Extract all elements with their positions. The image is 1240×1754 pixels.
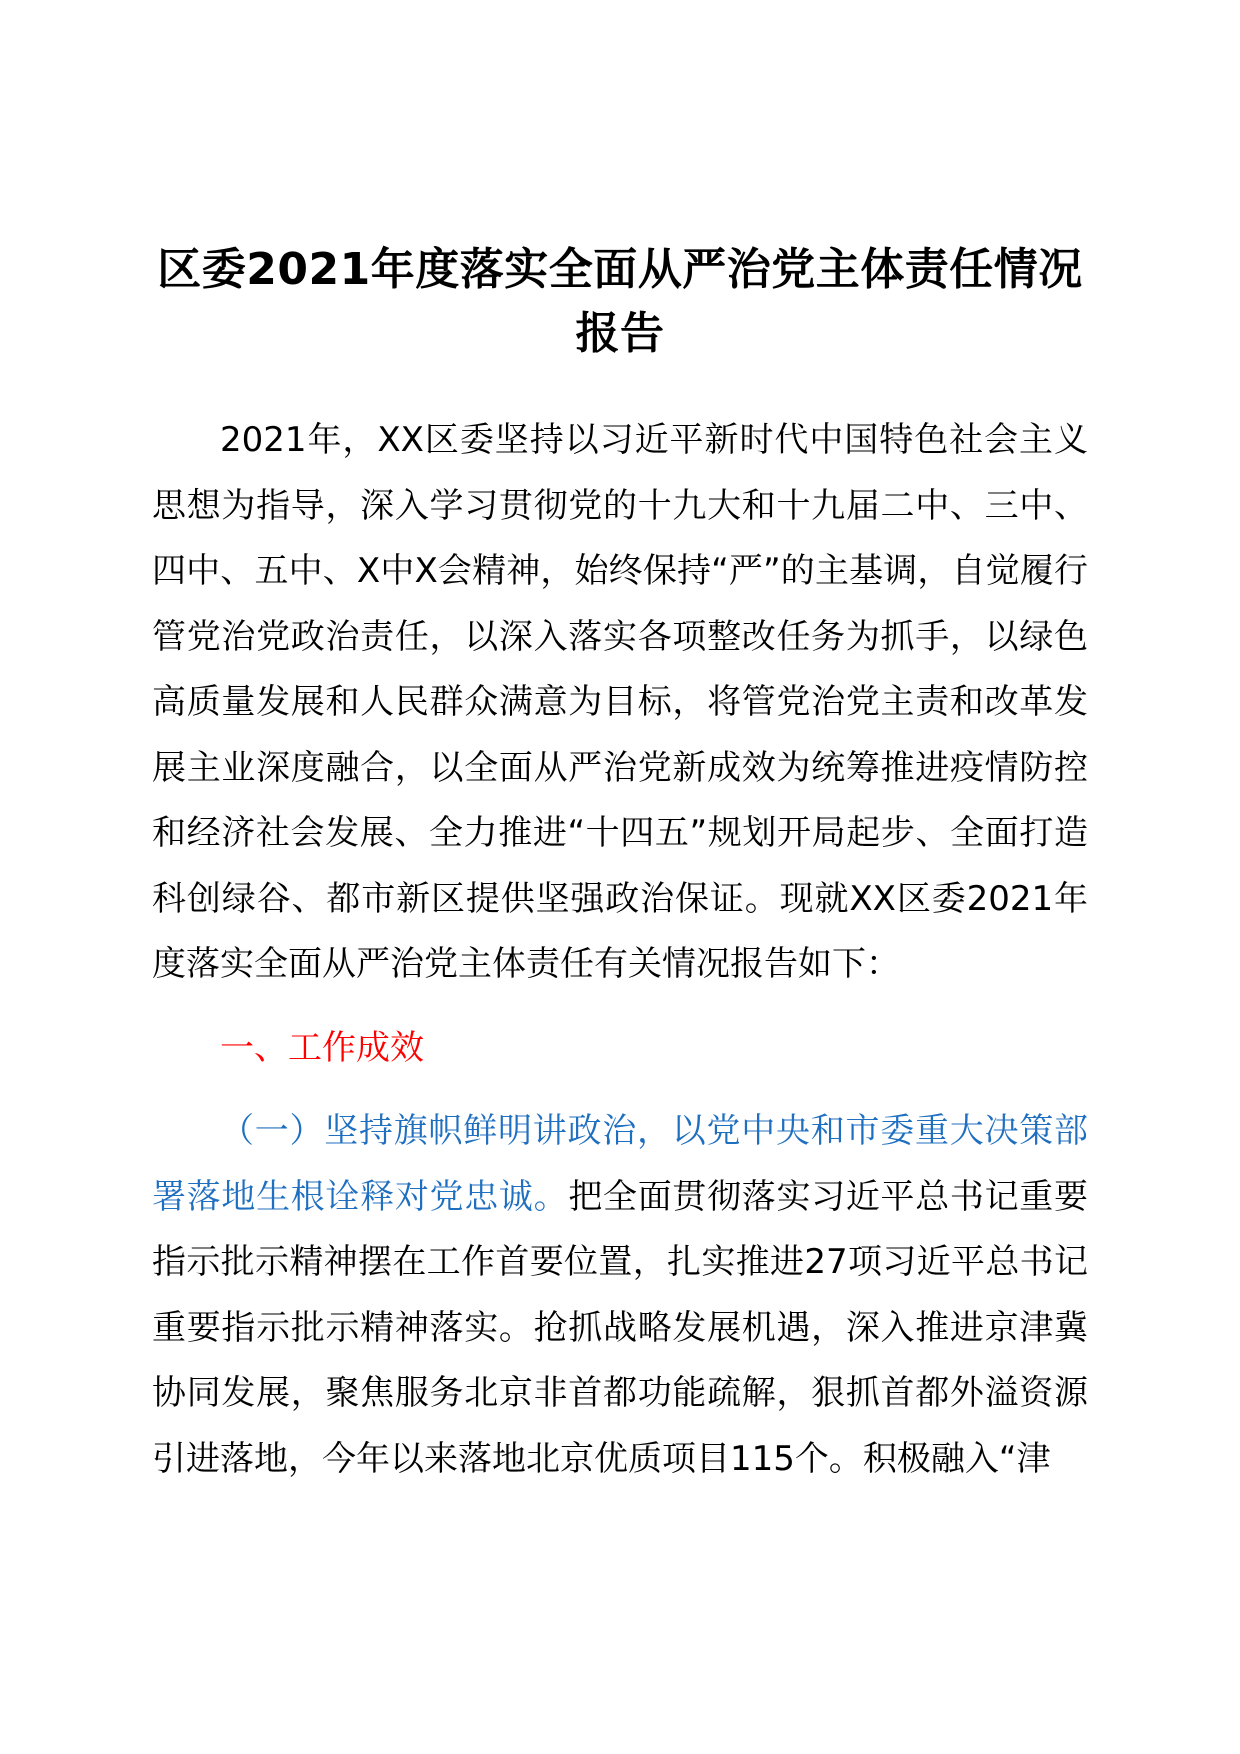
document-title: 区委2021年度落实全面从严治党主体责任情况报告	[157, 244, 1083, 359]
subsection-1-paragraph	[152, 1099, 1088, 1492]
subsection-1-heading: （一）坚持旗帜鲜明讲政治，以党中央和市委重大决策部署落地生根诠释对党忠诚。	[152, 1111, 1088, 1217]
intro-paragraph: 2021年，XX区委坚持以习近平新时代中国特色社会主义思想为指导，深入学习贯彻党的十九大和十九届二中、三中、四中、五中、X中X会精神，始终保持“严”的主基调，自觉履行管党治党政治责任，以深入落实各项整改任务为抓手，以绿色高质量发展和人民群众满意为目标，将管党治党主责和改革发展主业深度融合，以全面从严治党新成效为统筹推进疫情防控和经济社会发展、全力推进“十四五”规划开局起步、全面打造科创绿谷、都市新区提供坚强政治保证。现就XX区委2021年度落实全面从严治党主体责任有关情况报告如下：	[152, 420, 1088, 984]
document-page	[152, 238, 1088, 1492]
section-heading-work-results: 一、工作成效	[220, 1027, 424, 1068]
subsection-1-body: 把全面贯彻落实习近平总书记重要指示批示精神摆在工作首要位置，扎实推进27项习近平总书记重要指示批示精神落实。抢抓战略发展机遇，深入推进京津冀协同发展，聚焦服务北京非首都功能疏解，狠抓首都外溢资源引进落地，今年以来落地北京优质项目115个。积极融入“津	[152, 1176, 1089, 1479]
